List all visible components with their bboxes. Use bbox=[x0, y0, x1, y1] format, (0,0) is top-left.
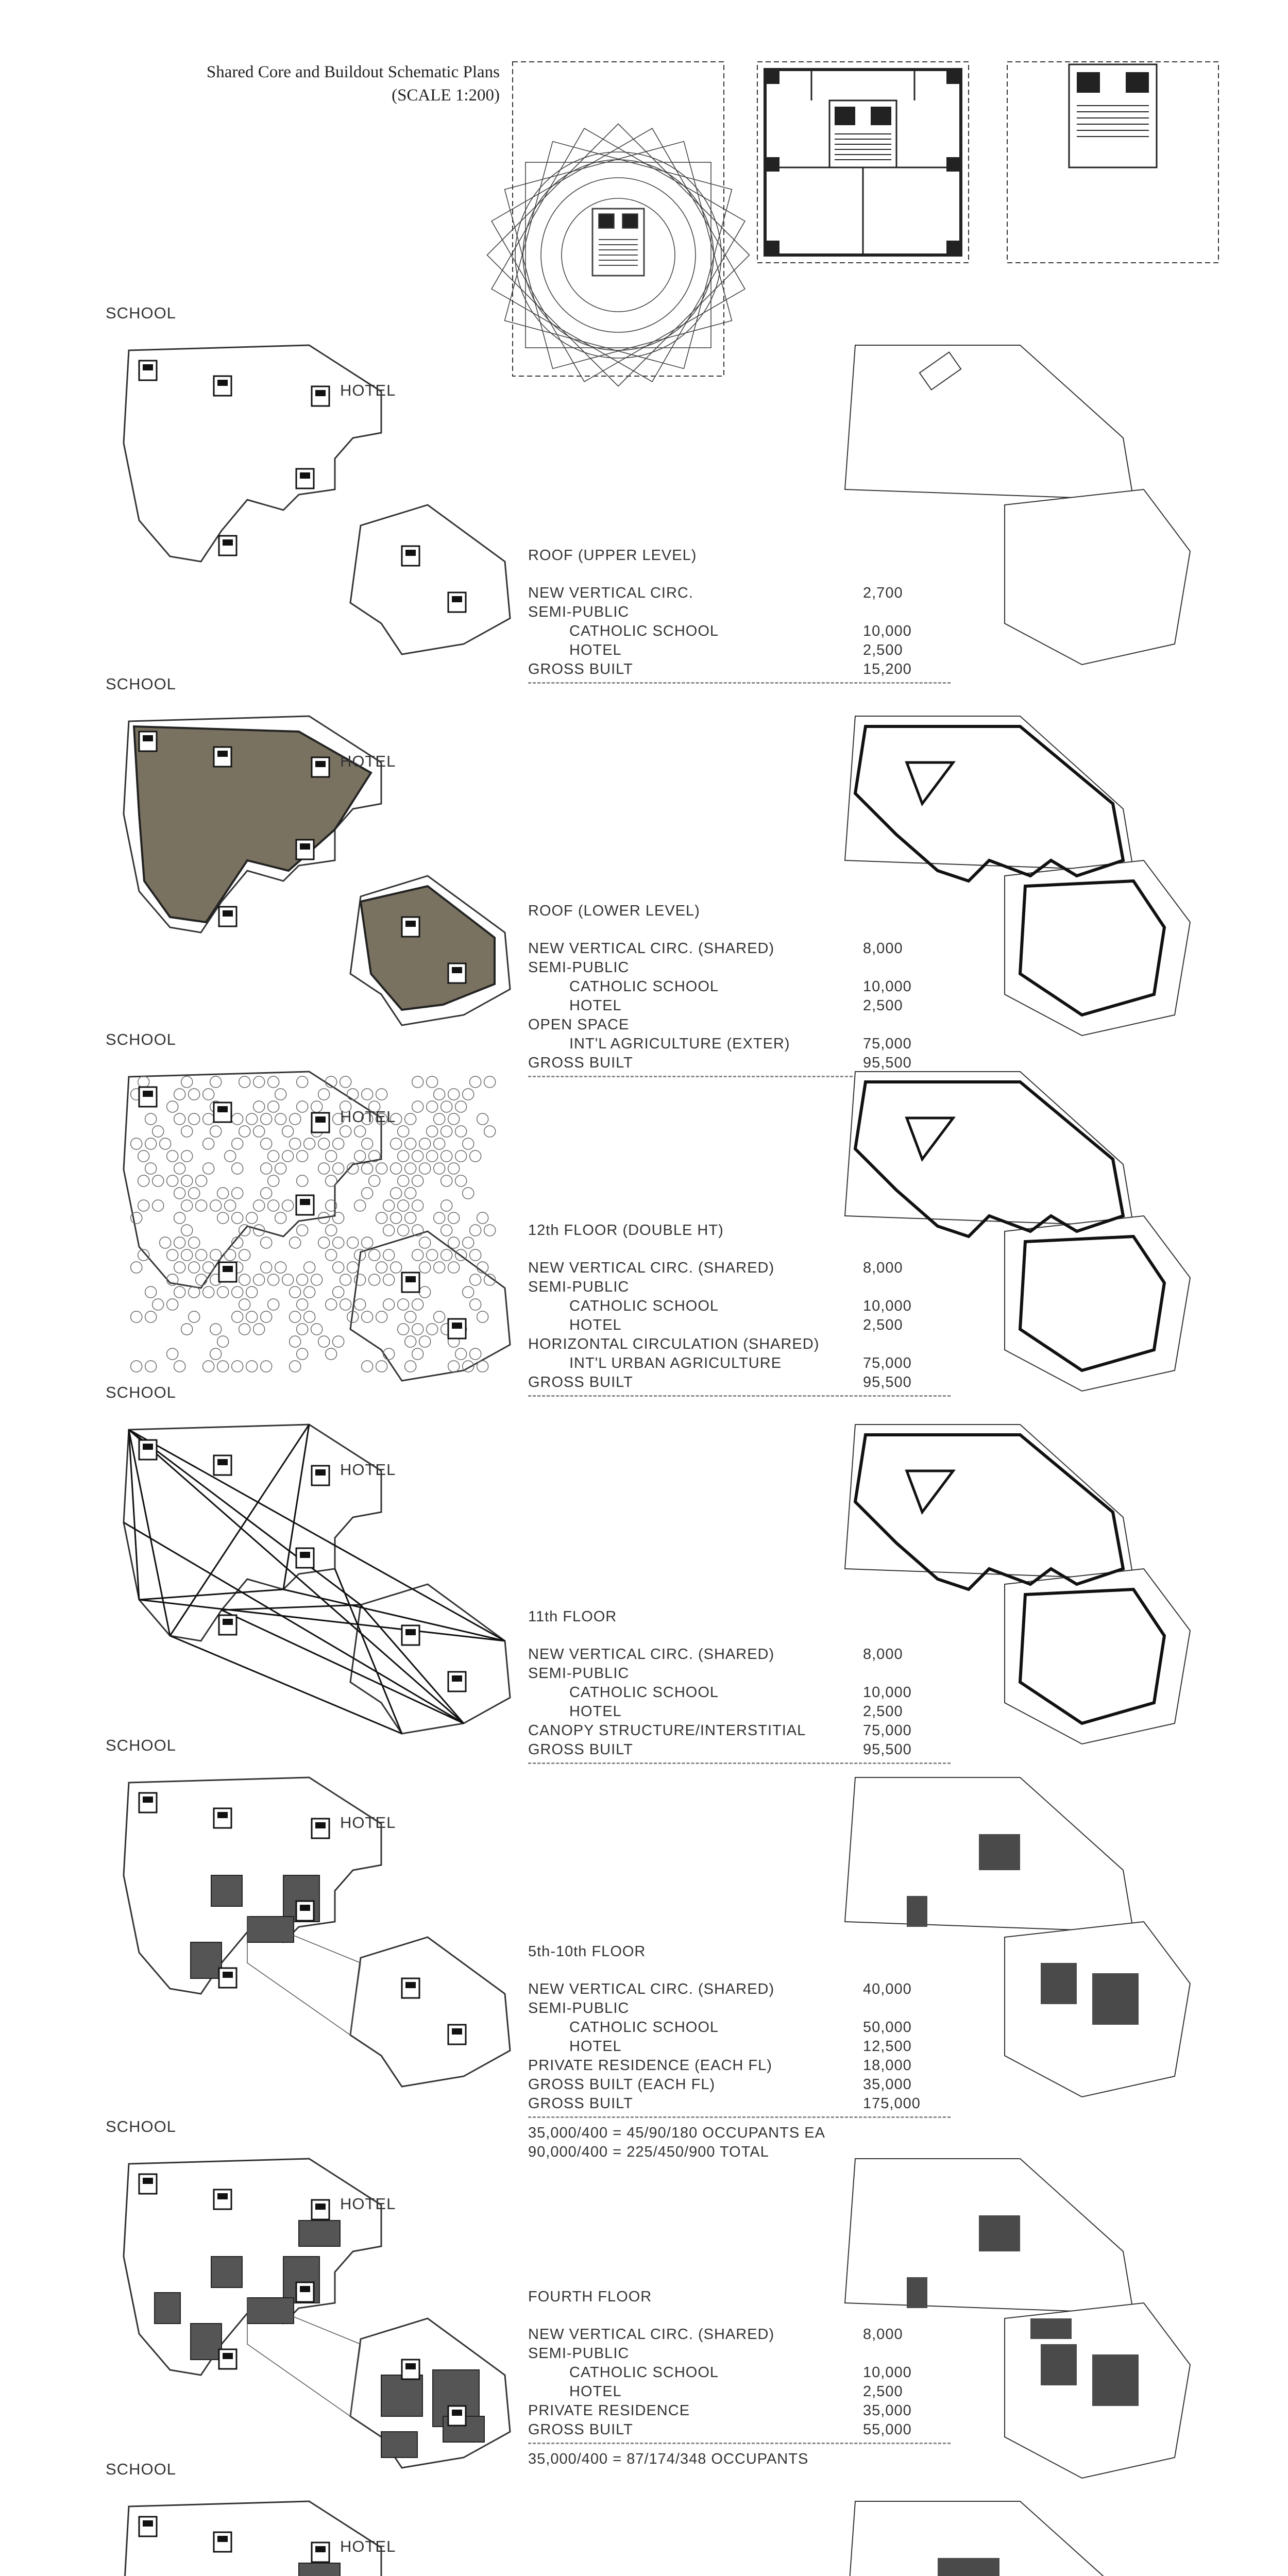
area-row bbox=[528, 660, 971, 679]
area-value: 95,500 bbox=[863, 1055, 912, 1071]
floor-heading: 5th-10th FLOOR bbox=[528, 1943, 646, 1960]
area-value: 10,000 bbox=[863, 1298, 912, 1314]
section-divider bbox=[528, 2443, 951, 2444]
label-hotel: HOTEL bbox=[340, 381, 396, 399]
area-label: GROSS BUILT (EACH FL) bbox=[528, 2076, 716, 2093]
area-value: 8,000 bbox=[863, 1260, 903, 1276]
area-value bbox=[863, 1335, 971, 1354]
area-label: SEMI-PUBLIC bbox=[528, 1665, 630, 1682]
floor-plan-left bbox=[93, 1041, 505, 1391]
area-row bbox=[528, 1740, 971, 1759]
area-row bbox=[528, 1664, 971, 1683]
area-row bbox=[528, 1035, 971, 1054]
section-divider bbox=[528, 1762, 951, 1764]
area-label: NEW VERTICAL CIRC. (SHARED) bbox=[528, 1646, 775, 1663]
area-value: 95,500 bbox=[863, 1741, 912, 1758]
area-label: GROSS BUILT bbox=[528, 1741, 633, 1758]
area-row bbox=[528, 1316, 971, 1335]
area-label: HOTEL bbox=[569, 997, 622, 1014]
area-label: INT'L AGRICULTURE (EXTER) bbox=[569, 1036, 790, 1052]
area-label: GROSS BUILT bbox=[528, 2421, 633, 2438]
area-row bbox=[528, 2363, 971, 2382]
area-value: 40,000 bbox=[863, 1981, 912, 1997]
area-value: 95,500 bbox=[863, 1374, 912, 1391]
area-value bbox=[863, 1664, 971, 1683]
area-value: 8,000 bbox=[863, 940, 903, 957]
occupancy-calc: 90,000/400 = 225/450/900 TOTAL bbox=[528, 2144, 769, 2160]
area-table bbox=[528, 546, 971, 679]
floor-plan-right bbox=[835, 2491, 1195, 2576]
label-hotel: HOTEL bbox=[340, 2195, 396, 2213]
label-hotel: HOTEL bbox=[340, 1814, 396, 1832]
core-diagram-core-only bbox=[1005, 59, 1221, 265]
area-label: PRIVATE RESIDENCE bbox=[528, 2402, 690, 2419]
floor-plan-left bbox=[93, 685, 505, 1036]
area-table bbox=[528, 1221, 971, 1392]
area-label: HOTEL bbox=[569, 642, 622, 658]
area-value: 10,000 bbox=[863, 623, 912, 639]
area-label: CATHOLIC SCHOOL bbox=[569, 2364, 719, 2381]
label-school: SCHOOL bbox=[106, 304, 176, 322]
area-row bbox=[528, 2075, 971, 2094]
area-row bbox=[528, 2094, 971, 2113]
area-row bbox=[528, 996, 971, 1015]
area-table bbox=[528, 2287, 971, 2439]
area-row bbox=[528, 641, 971, 660]
sheet-title-line1: Shared Core and Buildout Schematic Plans bbox=[206, 63, 500, 81]
area-row bbox=[528, 584, 971, 603]
area-value: 12,500 bbox=[863, 2038, 912, 2055]
area-label: HORIZONTAL CIRCULATION (SHARED) bbox=[528, 1336, 820, 1352]
area-row bbox=[528, 2325, 971, 2344]
area-table bbox=[528, 1607, 971, 1759]
area-value: 18,000 bbox=[863, 2057, 912, 2074]
section-divider bbox=[528, 2116, 951, 2118]
area-table bbox=[528, 902, 971, 1073]
area-value bbox=[863, 1015, 971, 1035]
floor-heading: ROOF (UPPER LEVEL) bbox=[528, 547, 697, 564]
area-value bbox=[863, 1278, 971, 1297]
area-row bbox=[528, 958, 971, 977]
area-value: 8,000 bbox=[863, 1646, 903, 1663]
floor-heading: 12th FLOOR (DOUBLE HT) bbox=[528, 1222, 724, 1239]
area-row bbox=[528, 1645, 971, 1664]
area-label: SEMI-PUBLIC bbox=[528, 2000, 630, 2016]
floor-plan-left bbox=[93, 2128, 505, 2478]
area-label: NEW VERTICAL CIRC. (SHARED) bbox=[528, 940, 775, 957]
area-row bbox=[528, 1999, 971, 2018]
area-row bbox=[528, 1354, 971, 1373]
area-row bbox=[528, 1721, 971, 1740]
area-label: SEMI-PUBLIC bbox=[528, 2345, 630, 2362]
area-value: 75,000 bbox=[863, 1036, 912, 1052]
area-value: 75,000 bbox=[863, 1355, 912, 1371]
area-label: CATHOLIC SCHOOL bbox=[569, 1684, 719, 1701]
area-row bbox=[528, 603, 971, 622]
label-hotel: HOTEL bbox=[340, 2537, 396, 2555]
area-value bbox=[863, 2344, 971, 2363]
area-label: NEW VERTICAL CIRC. (SHARED) bbox=[528, 2326, 775, 2343]
label-school: SCHOOL bbox=[106, 1030, 176, 1048]
area-label: HOTEL bbox=[569, 2038, 622, 2055]
sheet-title bbox=[21, 61, 500, 107]
label-school: SCHOOL bbox=[106, 2460, 176, 2478]
occupancy-calc: 35,000/400 = 45/90/180 OCCUPANTS EA bbox=[528, 2125, 825, 2141]
area-row bbox=[528, 1259, 971, 1278]
area-label: INT'L URBAN AGRICULTURE bbox=[569, 1355, 782, 1371]
floor-heading: 11th FLOOR bbox=[528, 1608, 617, 1625]
area-row bbox=[528, 1683, 971, 1702]
area-value: 50,000 bbox=[863, 2019, 912, 2036]
area-value: 10,000 bbox=[863, 1684, 912, 1701]
area-label: GROSS BUILT bbox=[528, 1374, 633, 1391]
area-label: NEW VERTICAL CIRC. bbox=[528, 585, 693, 601]
area-label: CATHOLIC SCHOOL bbox=[569, 978, 719, 995]
area-label: HOTEL bbox=[569, 2383, 622, 2400]
core-diagram-floorplan bbox=[755, 59, 971, 265]
sheet-title-scale: (SCALE 1:200) bbox=[392, 86, 500, 105]
area-label: CATHOLIC SCHOOL bbox=[569, 1298, 719, 1314]
area-label: SEMI-PUBLIC bbox=[528, 604, 630, 620]
area-value: 2,500 bbox=[863, 997, 903, 1014]
area-value: 10,000 bbox=[863, 2364, 912, 2381]
label-hotel: HOTEL bbox=[340, 1461, 396, 1479]
area-row bbox=[528, 1702, 971, 1721]
area-row bbox=[528, 1297, 971, 1316]
area-value: 10,000 bbox=[863, 978, 912, 995]
area-value: 15,200 bbox=[863, 661, 912, 677]
area-label: PRIVATE RESIDENCE (EACH FL) bbox=[528, 2057, 772, 2074]
area-row bbox=[528, 1980, 971, 1999]
area-label: HOTEL bbox=[569, 1317, 622, 1333]
area-value: 2,500 bbox=[863, 642, 903, 658]
area-row bbox=[528, 2018, 971, 2037]
area-label: CATHOLIC SCHOOL bbox=[569, 623, 719, 639]
floor-heading: FOURTH FLOOR bbox=[528, 2289, 652, 2305]
area-label: CANOPY STRUCTURE/INTERSTITIAL bbox=[528, 1722, 806, 1739]
area-row bbox=[528, 1373, 971, 1392]
area-row bbox=[528, 1015, 971, 1035]
area-row bbox=[528, 2344, 971, 2363]
area-row bbox=[528, 977, 971, 996]
area-value: 35,000 bbox=[863, 2402, 912, 2419]
area-value: 8,000 bbox=[863, 2326, 903, 2343]
area-label: HOTEL bbox=[569, 1703, 622, 1720]
area-value: 175,000 bbox=[863, 2095, 921, 2112]
area-value: 35,000 bbox=[863, 2076, 912, 2093]
area-value: 2,500 bbox=[863, 2383, 903, 2400]
label-school: SCHOOL bbox=[106, 1383, 176, 1401]
label-hotel: HOTEL bbox=[340, 1108, 396, 1126]
area-label: GROSS BUILT bbox=[528, 1055, 633, 1071]
area-row bbox=[528, 1278, 971, 1297]
section-divider bbox=[528, 1395, 951, 1397]
area-label: SEMI-PUBLIC bbox=[528, 1279, 630, 1295]
area-label: SEMI-PUBLIC bbox=[528, 959, 630, 976]
floor-heading: ROOF (LOWER LEVEL) bbox=[528, 903, 700, 919]
area-row bbox=[528, 2401, 971, 2420]
label-hotel: HOTEL bbox=[340, 752, 396, 770]
floor-plan-left bbox=[93, 1747, 505, 2097]
area-label: CATHOLIC SCHOOL bbox=[569, 2019, 719, 2036]
area-value bbox=[863, 958, 971, 977]
area-row bbox=[528, 622, 971, 641]
floor-plan-left bbox=[93, 1394, 505, 1744]
area-value: 2,700 bbox=[863, 585, 903, 601]
label-school: SCHOOL bbox=[106, 675, 176, 693]
area-label: NEW VERTICAL CIRC. (SHARED) bbox=[528, 1981, 775, 1997]
area-row bbox=[528, 1335, 971, 1354]
area-row bbox=[528, 939, 971, 958]
section-divider bbox=[528, 682, 951, 684]
area-row bbox=[528, 2420, 971, 2439]
area-table bbox=[528, 1942, 971, 2113]
area-label: OPEN SPACE bbox=[528, 1016, 630, 1033]
area-label: GROSS BUILT bbox=[528, 661, 633, 677]
area-row bbox=[528, 2037, 971, 2056]
area-label: NEW VERTICAL CIRC. (SHARED) bbox=[528, 1260, 775, 1276]
area-value: 75,000 bbox=[863, 1722, 912, 1739]
floor-plan-left bbox=[93, 314, 505, 665]
area-value bbox=[863, 1999, 971, 2018]
area-value: 55,000 bbox=[863, 2421, 912, 2438]
occupancy-calc: 35,000/400 = 87/174/348 OCCUPANTS bbox=[528, 2451, 809, 2467]
area-value bbox=[863, 603, 971, 622]
label-school: SCHOOL bbox=[106, 2117, 176, 2136]
area-value: 2,500 bbox=[863, 1703, 903, 1720]
label-school: SCHOOL bbox=[106, 1736, 176, 1754]
area-row bbox=[528, 2056, 971, 2075]
area-row bbox=[528, 2382, 971, 2401]
area-label: GROSS BUILT bbox=[528, 2095, 633, 2112]
area-value: 2,500 bbox=[863, 1317, 903, 1333]
core-diagram-rotated bbox=[510, 59, 726, 379]
floor-plan-left bbox=[93, 2470, 505, 2576]
